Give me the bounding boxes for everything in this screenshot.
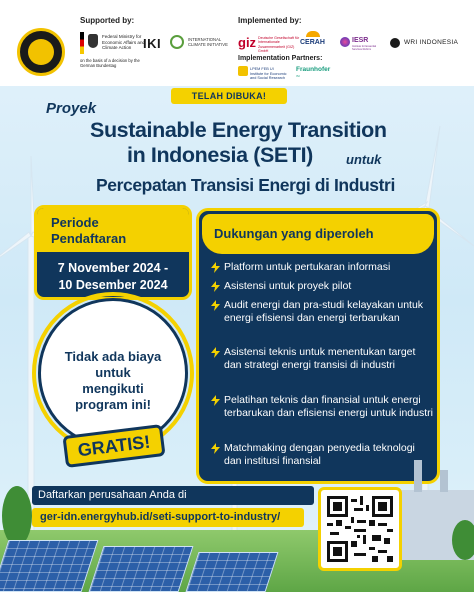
lightning-icon [211,262,220,273]
gratis-badge: GRATIS! [62,424,165,468]
iki-circle-icon [170,35,184,49]
supported-by-label: Supported by: [80,16,135,25]
eagle-icon [88,34,98,48]
qr-code-icon [327,496,393,562]
wri-icon [390,38,400,48]
fraunhofer-sub: ISI [296,74,300,78]
lightning-icon [211,347,220,358]
iesr-logo: IESR [352,37,369,44]
benefit-item: Audit energi dan pra-studi kelayakan untuk energi efisiensi dan energi terbarukan [211,299,435,325]
lpem-icon [238,66,248,76]
register-url-link[interactable]: ger-idn.energyhub.id/seti-support-to-industry/ [40,511,281,523]
iesr-icon [340,37,350,47]
period-end: 10 Desember 2024 [58,278,168,292]
iesr-text: Institute for Essential Services Reform [352,45,377,51]
register-url-bar[interactable] [32,508,304,527]
untuk-label: untuk [346,152,382,167]
lightning-icon [211,443,220,454]
german-flag-icon [80,32,84,54]
registration-period-card [34,205,192,300]
period-dates [37,260,189,294]
giz-text: Deutsche Gesellschaft für Internationale Zusammenarbeit (GIZ) GmbH [258,36,300,54]
benefit-item: Asistensi untuk proyek pilot [211,280,435,293]
free-program-circle [38,298,188,448]
benefits-heading: Dukungan yang diperoleh [214,226,374,241]
wri-logo: WRI INDONESIA [404,39,459,46]
iki-logo: IKI [143,36,162,51]
title-block [0,88,474,200]
lightning-icon [211,395,220,406]
implemented-by-label: Implemented by: [238,16,302,25]
register-label-bar [32,486,314,505]
giz-logo: giz [238,35,257,50]
bmz-note: on the basis of a decision by the German Bundestag [80,58,140,68]
benefit-item: Asistensi teknis untuk menentukan target dan strategi energi transisi di industri [211,346,435,372]
title-line-3: Percepatan Transisi Energi di Industri [96,175,395,195]
benefit-item: Matchmaking dengan penyedia teknologi dan institusi finansial [211,442,435,468]
register-label: Daftarkan perusahaan Anda di [38,489,187,501]
title-line-1: Sustainable Energy Transition [90,118,387,142]
partner-header [0,0,474,86]
chimney [414,460,422,492]
open-badge: TELAH DIBUKA! [171,88,287,104]
title-line-2: in Indonesia (SETI) [127,143,313,167]
solar-panels [0,528,280,592]
benefit-item: Platform untuk pertukaran informasi [211,261,435,274]
period-heading: Periode Pendaftaran [51,215,127,246]
benefit-item: Pelatihan teknis dan finansial untuk energi terbarukan dan efisiensi energi untuk industri [211,394,435,420]
iki-text: INTERNATIONAL CLIMATE INITIATIVE [188,37,228,47]
qr-code[interactable] [318,487,402,571]
period-start: 7 November 2024 - [57,261,169,275]
ministry-emblem-icon [17,28,65,76]
free-text: Tidak ada biaya untuk mengikuti program ini! [64,349,162,412]
tree [452,520,474,560]
fraunhofer-logo: Fraunhofer [296,66,331,73]
implementation-partners-label: Implementation Partners: [238,55,323,62]
lightning-icon [211,281,220,292]
bmz-logo [80,32,146,72]
benefits-card [196,208,440,484]
lpem-logo: LPEM FEB UI Institute for Economic and Social Research [250,67,287,81]
chimney [440,470,448,492]
lightning-icon [211,300,220,311]
bmz-text: Federal Ministry for Economic Affairs and Climate Action [102,34,146,51]
cerah-logo: CERAH [300,39,325,46]
cerah-sun-icon [306,31,320,37]
proyek-label: Proyek [46,100,97,117]
